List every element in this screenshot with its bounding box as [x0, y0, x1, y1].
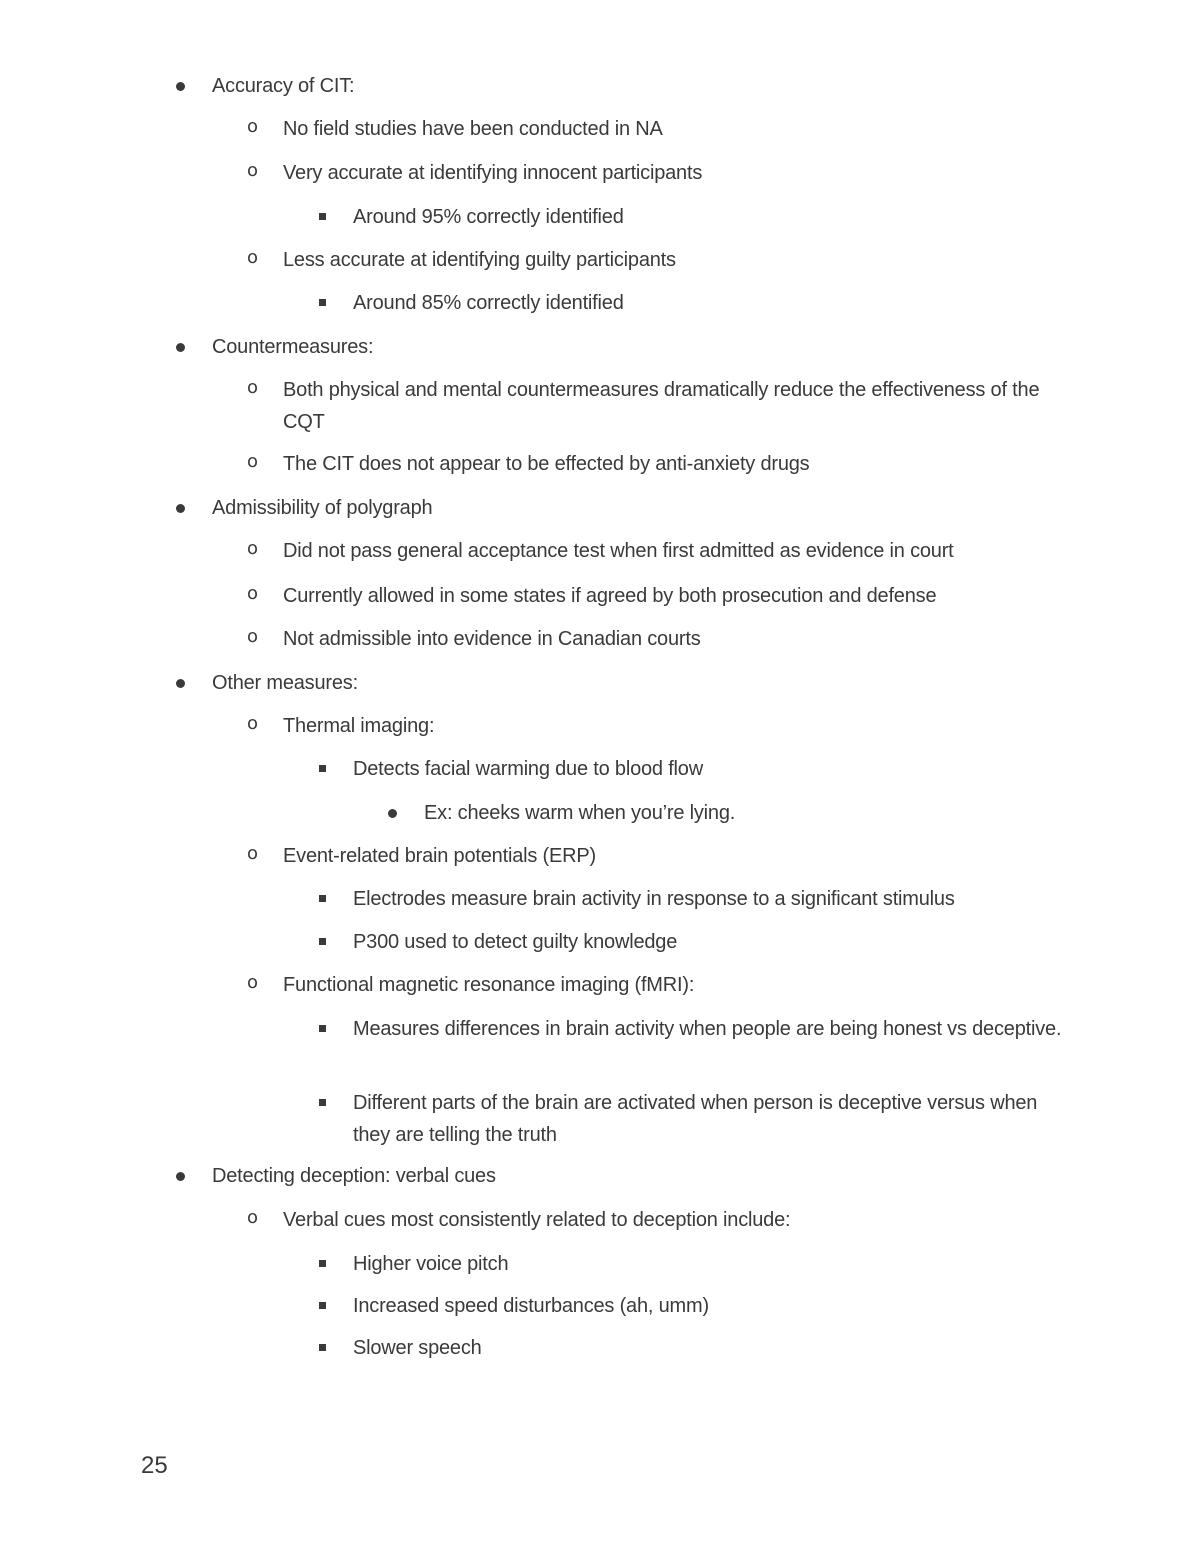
list-item-text: Around 85% correctly identified — [353, 292, 624, 314]
bullet-dot-icon — [176, 504, 185, 513]
list-item-text: Around 95% correctly identified — [353, 206, 624, 228]
bullet-circle-icon: o — [247, 626, 258, 647]
list-item-text: Functional magnetic resonance imaging (fMRI): — [283, 974, 695, 996]
list-item-text: Electrodes measure brain activity in response to a significant stimulus — [353, 888, 955, 910]
list-item-text: Verbal cues most consistently related to deception include: — [283, 1209, 791, 1231]
page-number: 25 — [141, 1452, 168, 1479]
list-item-text: Admissibility of polygraph — [212, 497, 433, 519]
list-item-text: Did not pass general acceptance test when first admitted as evidence in court — [283, 540, 954, 562]
list-item-text: Slower speech — [353, 1337, 482, 1359]
bullet-circle-icon: o — [247, 247, 258, 268]
bullet-square-icon — [319, 213, 326, 220]
list-item-text: P300 used to detect guilty knowledge — [353, 931, 678, 953]
list-item-text: Increased speed disturbances (ah, umm) — [353, 1295, 709, 1317]
bullet-dot-icon — [176, 82, 185, 91]
list-item-text: Not admissible into evidence in Canadian courts — [283, 628, 701, 650]
list-item-text: Very accurate at identifying innocent participants — [283, 162, 703, 184]
list-item-text: Ex: cheeks warm when you’re lying. — [424, 802, 736, 824]
bullet-circle-icon: o — [247, 583, 258, 604]
bullet-square-icon — [319, 1302, 326, 1309]
bullet-square-icon — [319, 895, 326, 902]
list-item-text: Countermeasures: — [212, 336, 374, 358]
bullet-dot-icon — [176, 343, 185, 352]
list-item-text: The CIT does not appear to be effected by anti-anxiety drugs — [283, 453, 810, 475]
bullet-circle-icon: o — [247, 1207, 258, 1228]
bullet-square-icon — [319, 1344, 326, 1351]
list-item-text: Event-related brain potentials (ERP) — [283, 845, 596, 867]
list-item-text: No field studies have been conducted in NA — [283, 118, 663, 140]
bullet-dot-icon — [388, 809, 397, 818]
bullet-square-icon — [319, 299, 326, 306]
bullet-circle-icon: o — [247, 451, 258, 472]
bullet-dot-icon — [176, 679, 185, 688]
bullet-square-icon — [319, 938, 326, 945]
bullet-circle-icon: o — [247, 160, 258, 181]
bullet-square-icon — [319, 1025, 326, 1032]
list-item-text: Less accurate at identifying guilty participants — [283, 249, 676, 271]
list-item-text: Higher voice pitch — [353, 1253, 509, 1275]
list-item-text: Detects facial warming due to blood flow — [353, 758, 703, 780]
bullet-circle-icon: o — [247, 377, 258, 398]
list-item-text: Measures differences in brain activity when people are being honest vs deceptive. — [353, 1018, 1062, 1040]
bullet-circle-icon: o — [247, 713, 258, 734]
list-item-text: Both physical and mental countermeasures dramatically reduce the effectiveness of the CQT — [283, 379, 1040, 433]
bullet-circle-icon: o — [247, 116, 258, 137]
list-item-text: Accuracy of CIT: — [212, 75, 355, 97]
bullet-circle-icon: o — [247, 538, 258, 559]
bullet-circle-icon: o — [247, 972, 258, 993]
list-item-text: Different parts of the brain are activated when person is deceptive versus when they are telling the truth — [353, 1092, 1038, 1146]
list-item-text: Detecting deception: verbal cues — [212, 1165, 496, 1187]
bullet-circle-icon: o — [247, 843, 258, 864]
bullet-square-icon — [319, 1260, 326, 1267]
list-item-text: Thermal imaging: — [283, 715, 435, 737]
list-item-text: Currently allowed in some states if agreed by both prosecution and defense — [283, 585, 937, 607]
bullet-dot-icon — [176, 1172, 185, 1181]
list-item-text: Other measures: — [212, 672, 358, 694]
bullet-square-icon — [319, 765, 326, 772]
bullet-square-icon — [319, 1099, 326, 1106]
